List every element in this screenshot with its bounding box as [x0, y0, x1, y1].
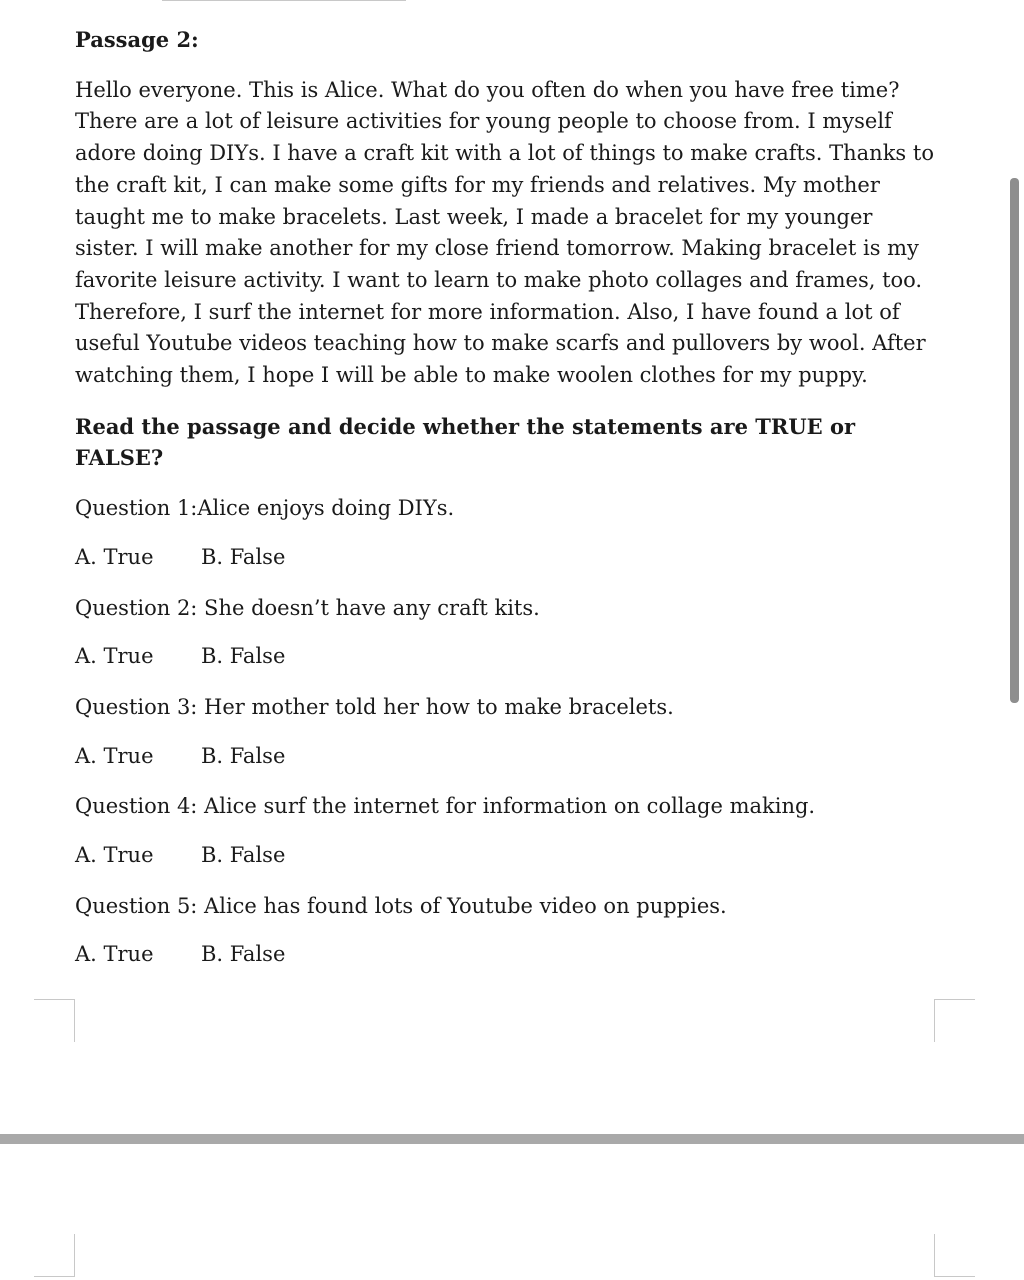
option-a-true: A. True	[75, 743, 154, 768]
option-b-false: B. False	[201, 644, 286, 669]
question-5-options	[75, 939, 937, 971]
margin-corner-mark	[934, 1234, 975, 1277]
question-1-options	[75, 542, 937, 574]
option-a-true: A. True	[75, 544, 154, 569]
question-2: Question 2: She doesn’t have any craft kits.	[75, 595, 540, 620]
vertical-scrollbar[interactable]	[1010, 178, 1019, 703]
option-b-false: B. False	[201, 843, 286, 868]
passage-title: Passage 2:	[75, 27, 199, 52]
option-a-true: A. True	[75, 942, 154, 967]
option-b-false: B. False	[201, 942, 286, 967]
question-5: Question 5: Alice has found lots of Youtube video on puppies.	[75, 893, 727, 918]
previous-page-edge	[162, 0, 406, 1]
option-a-true: A. True	[75, 644, 154, 669]
question-3: Question 3: Her mother told her how to make bracelets.	[75, 694, 674, 719]
question-4-options	[75, 840, 937, 872]
question-1: Question 1:Alice enjoys doing DIYs.	[75, 496, 455, 521]
option-b-false: B. False	[201, 544, 286, 569]
option-b-false: B. False	[201, 743, 286, 768]
question-2-options	[75, 641, 937, 673]
margin-corner-mark	[34, 999, 75, 1042]
question-4: Question 4: Alice surf the internet for information on collage making.	[75, 794, 816, 819]
passage-text: Hello everyone. This is Alice. What do you often do when you have free time? There are a lot of leisure activities for young people to choose from. I myself adore doing DIYs. I have a craft kit with a lot of things to make crafts. Thanks to the craft kit, I can make some gifts for my friends and relatives. My mother taught me to make bracelets. Last week, I made a bracelet for my younger sister. I will make another for my close friend tomorrow. Making bracelet is my favorite leisure activity. I want to learn to make photo collages and frames, too. Therefore, I surf the internet for more information. Also, I have found a lot of useful Youtube videos teaching how to make scarfs and pullovers by wool. After watching them, I hope I will be able to make woolen clothes for my puppy.	[75, 77, 934, 388]
option-a-true: A. True	[75, 843, 154, 868]
instruction-heading: Read the passage and decide whether the statements are TRUE or FALSE?	[75, 413, 856, 471]
page-break-separator	[0, 1134, 1024, 1144]
question-3-options	[75, 741, 937, 773]
margin-corner-mark	[934, 999, 975, 1042]
margin-corner-mark	[34, 1234, 75, 1277]
document-page	[75, 24, 937, 971]
